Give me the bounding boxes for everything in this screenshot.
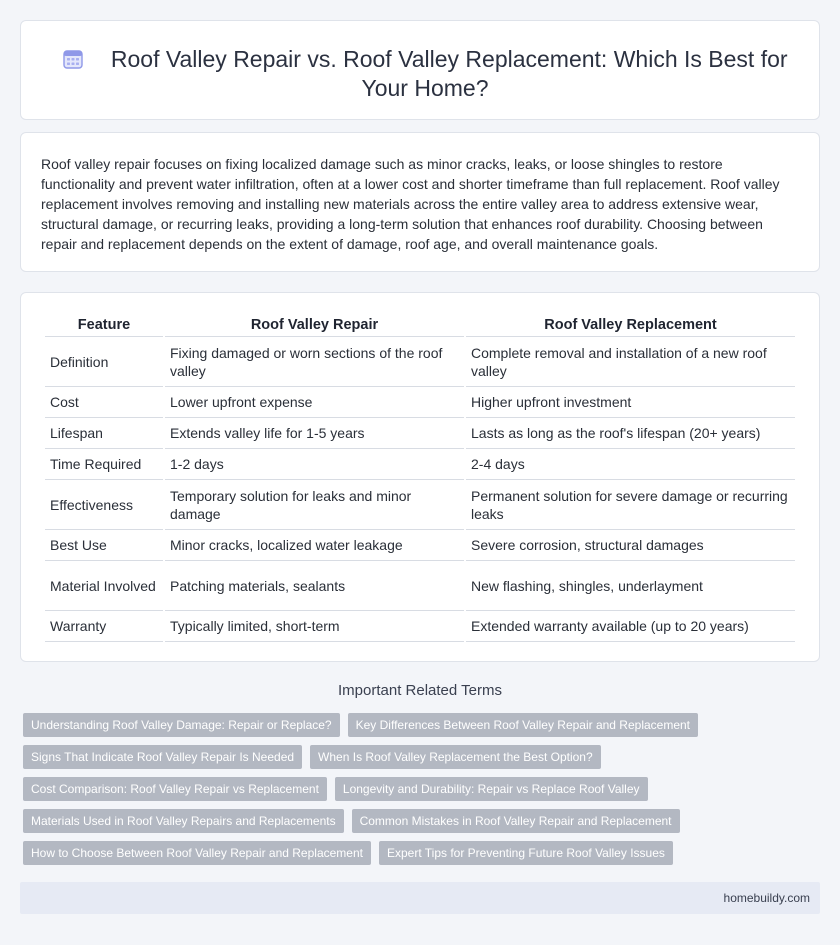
title-wrap <box>51 45 799 103</box>
table-row <box>45 480 795 530</box>
cell-feature: Effectiveness <box>45 480 163 530</box>
related-tag[interactable]: Materials Used in Roof Valley Repairs and Replacements <box>23 809 344 833</box>
cell-replacement: 2-4 days <box>466 449 795 480</box>
table-row <box>45 337 795 387</box>
cell-feature: Material Involved <box>45 561 163 611</box>
cell-repair: Minor cracks, localized water leakage <box>165 530 464 561</box>
related-tag[interactable]: Common Mistakes in Roof Valley Repair and Replacement <box>352 809 680 833</box>
related-tag[interactable]: When Is Roof Valley Replacement the Best Option? <box>310 745 601 769</box>
cell-replacement: Lasts as long as the roof's lifespan (20+ years) <box>466 418 795 449</box>
cell-repair: Fixing damaged or worn sections of the roof valley <box>165 337 464 387</box>
cell-replacement: Complete removal and installation of a new roof valley <box>466 337 795 387</box>
cell-replacement: Permanent solution for severe damage or recurring leaks <box>466 480 795 530</box>
intro-card <box>20 132 820 272</box>
related-tag[interactable]: Longevity and Durability: Repair vs Replace Roof Valley <box>335 777 648 801</box>
related-tag[interactable]: Understanding Roof Valley Damage: Repair or Replace? <box>23 713 340 737</box>
table-row <box>45 561 795 611</box>
cell-replacement: Severe corrosion, structural damages <box>466 530 795 561</box>
header-feature: Feature <box>45 313 163 337</box>
intro-paragraph: Roof valley repair focuses on fixing localized damage such as minor cracks, leaks, or loose shingles to restore functionality and prevent water infiltration, often at a lower cost and shorter timeframe than full replacement. Roof valley replacement involves removing and installing new materials across the entire valley area to address extensive wear, structural damage, or recurring leaks, providing a long-term solution that enhances roof durability. Choosing between repair and replacement depends on the extent of damage, roof age, and overall maintenance goals. <box>41 156 780 252</box>
related-tag[interactable]: Expert Tips for Preventing Future Roof Valley Issues <box>379 841 673 865</box>
table-row <box>45 449 795 480</box>
table-row <box>45 418 795 449</box>
comparison-table <box>43 313 797 642</box>
related-terms-title: Important Related Terms <box>338 682 502 699</box>
cell-replacement: New flashing, shingles, underlayment <box>466 561 795 611</box>
cell-repair: 1-2 days <box>165 449 464 480</box>
page-title: Roof Valley Repair vs. Roof Valley Replacement: Which Is Best for Your Home? <box>110 46 788 101</box>
footer-site-link[interactable]: homebuildy.com <box>723 891 810 905</box>
table-row <box>45 530 795 561</box>
header-repair: Roof Valley Repair <box>165 313 464 337</box>
cell-repair: Typically limited, short-term <box>165 611 464 642</box>
cell-feature: Time Required <box>45 449 163 480</box>
header-replacement: Roof Valley Replacement <box>466 313 795 337</box>
related-tags <box>23 713 783 865</box>
cell-replacement: Higher upfront investment <box>466 387 795 418</box>
cell-repair: Extends valley life for 1-5 years <box>165 418 464 449</box>
cell-feature: Definition <box>45 337 163 387</box>
calendar-icon <box>62 48 84 70</box>
table-header-row <box>45 313 795 337</box>
table-row <box>45 387 795 418</box>
cell-feature: Cost <box>45 387 163 418</box>
cell-feature: Best Use <box>45 530 163 561</box>
cell-feature: Lifespan <box>45 418 163 449</box>
cell-feature: Warranty <box>45 611 163 642</box>
cell-repair: Lower upfront expense <box>165 387 464 418</box>
header-card <box>20 20 820 120</box>
cell-repair: Patching materials, sealants <box>165 561 464 611</box>
related-tag[interactable]: How to Choose Between Roof Valley Repair and Replacement <box>23 841 371 865</box>
footer-bar <box>20 882 820 914</box>
comparison-card <box>20 292 820 662</box>
related-tag[interactable]: Signs That Indicate Roof Valley Repair Is Needed <box>23 745 302 769</box>
related-tag[interactable]: Key Differences Between Roof Valley Repair and Replacement <box>348 713 698 737</box>
cell-repair: Temporary solution for leaks and minor damage <box>165 480 464 530</box>
table-row <box>45 611 795 642</box>
related-tag[interactable]: Cost Comparison: Roof Valley Repair vs Replacement <box>23 777 327 801</box>
cell-replacement: Extended warranty available (up to 20 years) <box>466 611 795 642</box>
